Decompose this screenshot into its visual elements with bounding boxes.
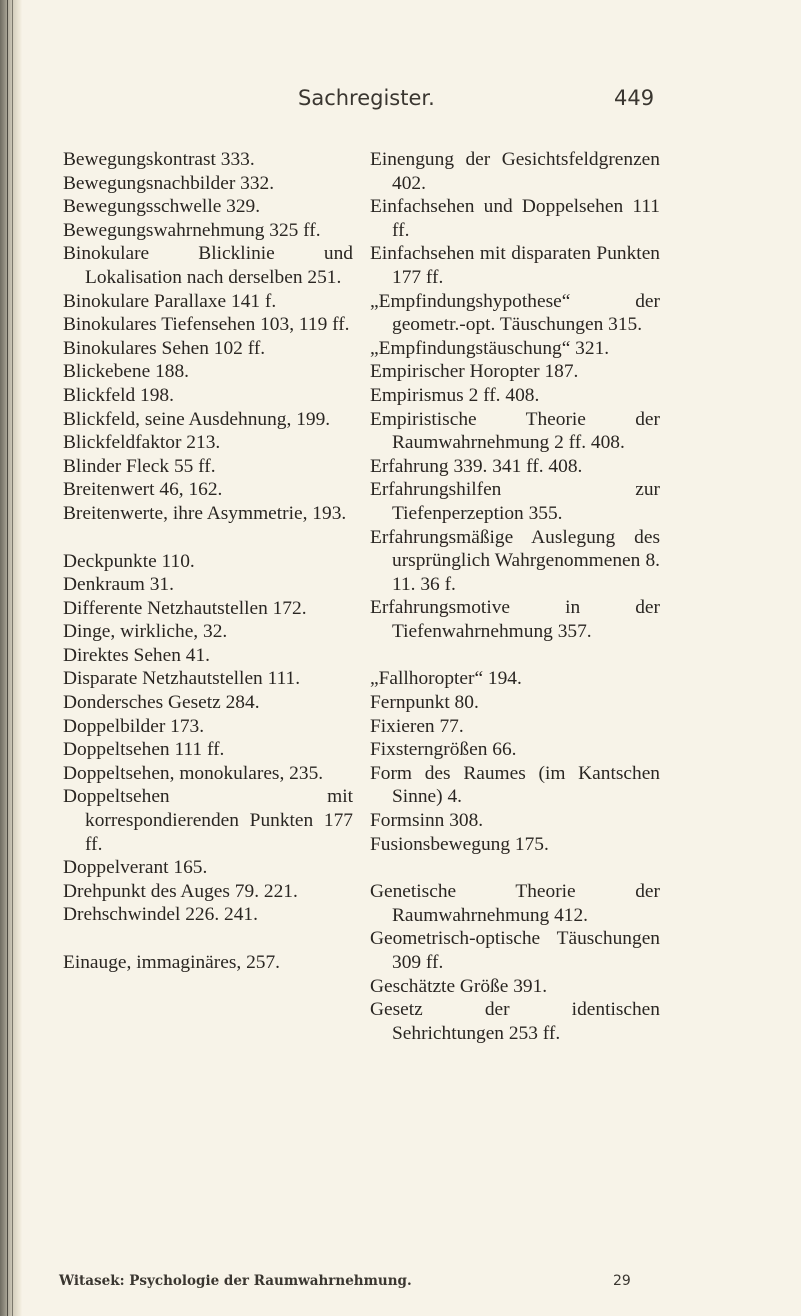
- letter-group-gap: [370, 856, 660, 880]
- index-entry: Empirischer Horopter 187.: [370, 361, 579, 383]
- index-entry: Dondersches Gesetz 284.: [63, 692, 260, 714]
- index-entry: Fernpunkt 80.: [370, 692, 479, 714]
- index-entry: Bewegungskontrast 333.: [63, 149, 255, 170]
- index-entry: Erfahrungsmotive in der Tiefenwahrnehmung 357.: [370, 597, 660, 642]
- running-head-title: Sachregister.: [298, 86, 435, 110]
- index-entry: Blinder Fleck 55 ff.: [63, 455, 216, 477]
- index-entry: Genetische Theorie der Raumwahrnehmung 412.: [370, 881, 660, 926]
- letter-group-gap: [63, 927, 353, 951]
- index-entry: Empirismus 2 ff. 408.: [370, 384, 540, 406]
- index-entry: Breitenwerte, ihre Asymmetrie, 193.: [63, 502, 347, 524]
- index-entry: Differente Netzhautstellen 172.: [63, 597, 307, 619]
- index-entry: Direktes Sehen 41.: [63, 644, 211, 666]
- index-entry: Binokulare Parallaxe 141 f.: [63, 290, 277, 312]
- index-entry: Blickfeld, seine Ausdehnung, 199.: [63, 408, 331, 430]
- index-entry: Einfachsehen und Doppelsehen 111 ff.: [370, 196, 660, 241]
- index-entry: Deckpunkte 110.: [63, 550, 195, 572]
- index-entry: Doppeltsehen 111 ff.: [63, 739, 225, 761]
- index-entry: Erfahrungsmäßige Auslegung des ursprünglich Wahrgenommenen 8. 11. 36 f.: [370, 526, 660, 595]
- index-entry: Blickebene 188.: [63, 361, 190, 383]
- index-entry: Fixsterngrößen 66.: [370, 739, 517, 761]
- index-entry: Formsinn 308.: [370, 810, 484, 832]
- index-entry: Bewegungsnachbilder 332.: [63, 172, 275, 194]
- letter-group-gap: [63, 526, 353, 550]
- binding-line: [7, 0, 8, 1316]
- index-entry: Doppeltsehen, monokulares, 235.: [63, 762, 324, 784]
- index-entry: Doppelverant 165.: [63, 857, 208, 879]
- signature-mark: 29: [613, 1273, 631, 1289]
- footer-signature-title: Witasek: Psychologie der Raumwahrnehmung.: [59, 1273, 412, 1289]
- index-entry: Doppeltsehen mit korrespondierenden Punkten 177 ff.: [63, 786, 353, 855]
- index-entry: Doppelbilder 173.: [63, 715, 205, 737]
- index-entry: Breitenwert 46, 162.: [63, 479, 223, 501]
- index-entry: Binokulare Blicklinie und Lokalisation nach derselben 251.: [63, 243, 353, 288]
- index-entry: Fixieren 77.: [370, 715, 464, 737]
- index-entry: Dinge, wirkliche, 32.: [63, 621, 228, 643]
- index-entry: Einfachsehen mit disparaten Punkten 177 ff.: [370, 243, 660, 288]
- index-entry: Denkraum 31.: [63, 574, 174, 596]
- binding-line: [12, 0, 13, 1316]
- index-entry: „Empfindungstäuschung“ 321.: [370, 337, 610, 359]
- index-entry: Drehschwindel 226. 241.: [63, 904, 258, 926]
- letter-group-gap: [370, 643, 660, 667]
- index-entry: „Fallhoropter“ 194.: [370, 668, 522, 690]
- index-entry: Erfahrung 339. 341 ff. 408.: [370, 455, 583, 477]
- index-entry: Binokulares Sehen 102 ff.: [63, 337, 266, 359]
- index-entry: Empiristische Theorie der Raumwahrnehmung 2 ff. 408.: [370, 408, 660, 454]
- index-entry: Gesetz der identischen Sehrichtungen 253 ff.: [370, 999, 660, 1044]
- index-entry: Bewegungswahrnehmung 325 ff.: [63, 219, 321, 241]
- index-entry: Binokulares Tiefensehen 103, 119 ff.: [63, 314, 350, 336]
- index-entry: Einauge, immaginäres, 257.: [63, 952, 281, 973]
- index-column-left: [63, 148, 353, 975]
- index-entry: Bewegungsschwelle 329.: [63, 196, 261, 218]
- index-entry: Drehpunkt des Auges 79. 221.: [63, 880, 298, 902]
- index-entry: „Empfindungshypothese“ der geometr.-opt. Täuschungen 315.: [370, 290, 660, 336]
- index-entry: Geschätzte Größe 391.: [370, 975, 548, 997]
- index-entry: Fusionsbewegung 175.: [370, 833, 549, 855]
- page-binding-edge: [0, 0, 22, 1316]
- index-entry: Blickfeldfaktor 213.: [63, 432, 221, 454]
- index-entry: Blickfeld 198.: [63, 384, 174, 406]
- index-entry: Geometrisch-optische Täuschungen 309 ff.: [370, 928, 660, 973]
- index-entry: Einengung der Gesichtsfeldgrenzen 402.: [370, 149, 660, 194]
- index-entry: Form des Raumes (im Kantschen Sinne) 4.: [370, 762, 660, 808]
- index-entry: Disparate Netzhautstellen 111.: [63, 668, 301, 690]
- index-column-right: [370, 148, 660, 1045]
- page-number: 449: [614, 86, 655, 110]
- index-entry: Erfahrungshilfen zur Tiefenperzeption 355.: [370, 479, 660, 524]
